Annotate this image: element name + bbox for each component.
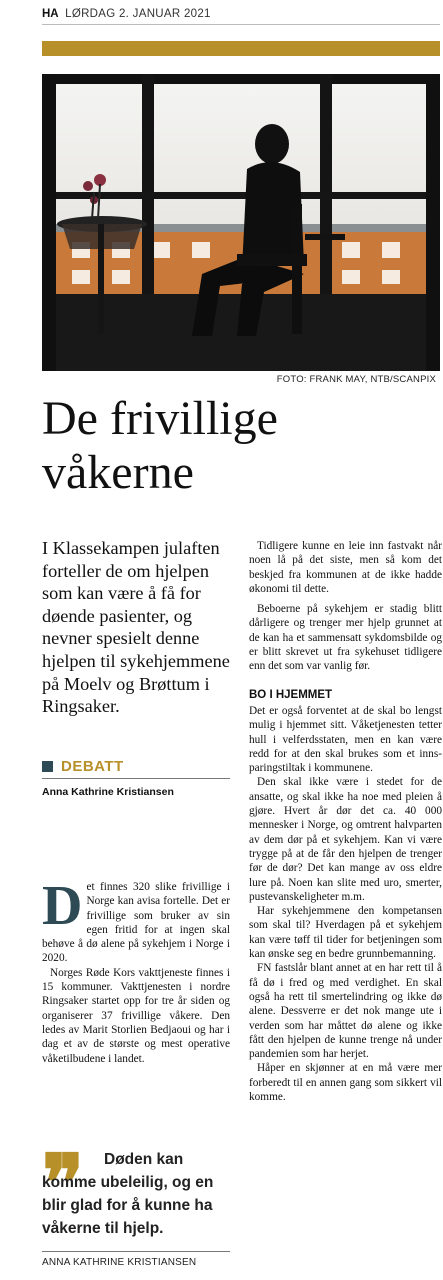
body-paragraph: Beboerne på sykehjem er stadig blitt dårligere og trenger mer hjelp grunnet at de kan ha et sammensatt sykdomsbilde og er blitt skrevet ut fra sykehuset tidligere enn det som var vanlig før.: [249, 603, 442, 673]
author-byline: Anna Kathrine Kristiansen: [42, 786, 174, 798]
article-photo: [42, 74, 440, 371]
headline-line-1: De frivillige: [42, 392, 278, 445]
body-paragraph: FN fastslår blant annet at en har rett til å få dø i fred og med verdighet. En skal også ha rett til smertelindring og ikke dø alene. Dessverre er det nok mange ute i verden som har måttet dø alene og ikke fått den hjelpen de kunne trenge nå under pandemien som har herjet.: [249, 962, 442, 1061]
body-paragraph: Det finnes 320 slike frivillige i Norge kan avisa fortelle. Det er frivillige som bruker av sin egen fritid for at ingen skal behøve å dø alene på sykehjem i Norge i 2020.: [42, 875, 230, 965]
body-column-right: [249, 539, 442, 1104]
section-label: [42, 755, 230, 777]
body-paragraph: Den skal ikke være i stedet for de ansatte, og skal ikke ha noe med pleien å gjøre. Hvert år dør det ca. 40 000 mennesker i Norge, og omtrent halvparten av dem dør på et sykehjem. Kan vi være trygge på at de får den hjelpen de trenger før de dør? Det kan mange av oss eldre lure på. Noen kan slite med uro, smerter, pustevanskeligheter m.m.: [249, 776, 442, 903]
headline-line-2: våkerne: [42, 446, 194, 499]
article-headline: [42, 392, 440, 500]
photo-elderly-window-silhouette-icon: [42, 74, 440, 371]
newspaper-brand: HA: [42, 8, 59, 20]
body-paragraph: Tidligere kunne en leie inn fastvakt når noen lå på det siste, men så kom det beskjed fra kommunen at de ikke hadde økonomi til dette.: [249, 540, 442, 595]
body-column-left: [42, 875, 230, 1066]
section-name: DEBATT: [61, 757, 124, 775]
quote-divider: [42, 1251, 230, 1252]
section-color-bar: [42, 41, 440, 56]
pull-quote-text: Døden kan komme ubeleilig, og en blir glad for å kunne ha våkerne til hjelp.: [42, 1151, 214, 1237]
body-paragraph: Det er også forventet at de skal bo lengst mulig i hjemmet sitt. Våketjenesten tetter hull i velferdsstaten, men en kan være redd for at den skal brukes som et innsparingstiltak i kommunene.: [249, 704, 442, 775]
drop-cap: D: [42, 875, 83, 937]
section-divider: [42, 778, 230, 779]
body-paragraph: Håper en skjønner at en må være mer forberedt til en annen gang som sikkert vil komme.: [249, 1062, 442, 1103]
masthead: [42, 8, 432, 24]
quote-mark-icon: ❞: [42, 1139, 84, 1227]
article-lead: I Klassekampen julaften forteller de om hjelpen som kan være å få for døende pasienter, og nevner spesielt denne hjelpen til sykehjemmene på Moelv og Brøttum i Ringsaker.: [42, 538, 230, 717]
body-paragraph: Har sykehjemmene den kompetansen som skal til? Hverdagen på et sykehjem kan være tøff til tider for betjeningen som kan ønske seg en bedre grunnbemanning.: [249, 905, 442, 961]
quote-attribution: ANNA KATHRINE KRISTIANSEN: [42, 1257, 197, 1268]
subheading: BO I HJEMMET: [249, 688, 333, 701]
header-divider: [42, 24, 440, 25]
issue-date: LØRDAG 2. JANUAR 2021: [65, 8, 211, 20]
photo-credit: FOTO: FRANK MAY, NTB/SCANPIX: [276, 374, 436, 385]
section-square-icon: [42, 761, 53, 772]
body-paragraph: Norges Røde Kors vakttjeneste finnes i 15 kommuner. Vakttjenesten i nordre Ringsaker startet opp for tre år siden og organiserer 37 frivillige våkere. Den ledes av Marit Storlien Bedjaoui og har i dag et av de største og mest operative våketilbudene i landet.: [42, 966, 230, 1065]
pull-quote: [42, 1139, 230, 1254]
